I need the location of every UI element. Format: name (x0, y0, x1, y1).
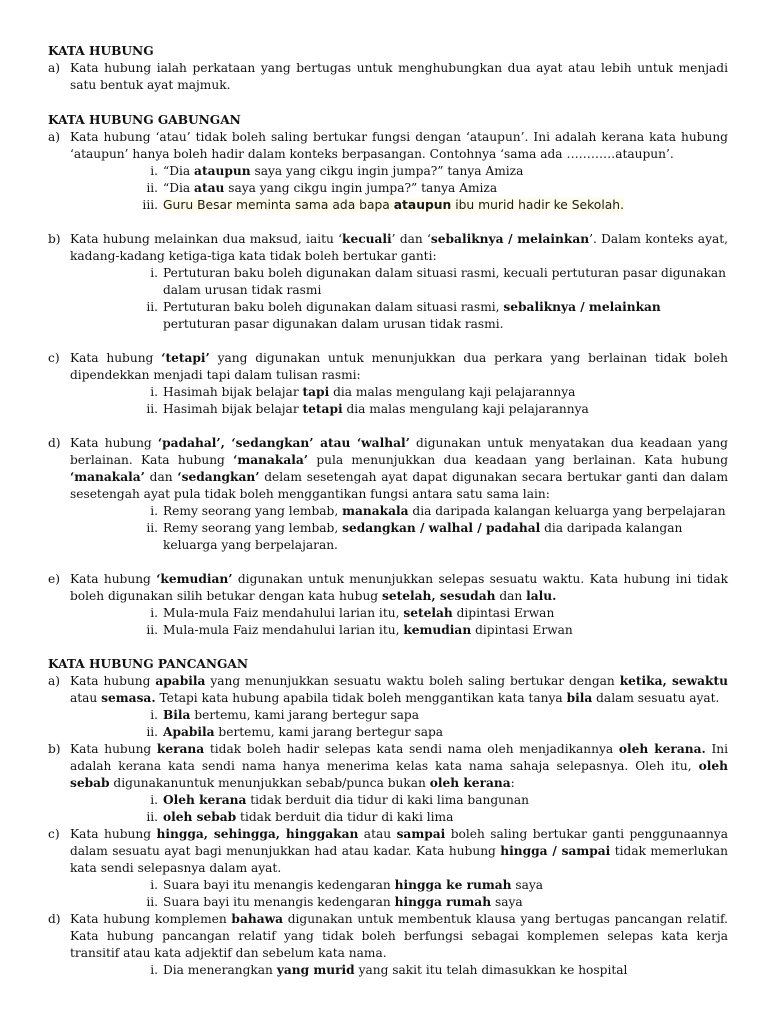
example-text: Pertuturan baku boleh digunakan dalam situasi rasmi, kecuali pertuturan pasar digunakan dalam urusan tidak rasmi (163, 266, 727, 297)
item-text: tidak memerlukan kata sendi selepasnya dalam ayat. (70, 844, 729, 875)
example-keyword: yang murid (276, 963, 355, 977)
item-keyword: sampai (396, 827, 446, 841)
example-item (48, 180, 728, 197)
item-keyword: ketika, sewaktu (619, 674, 728, 688)
example-number: i. (150, 164, 158, 178)
example-item (48, 622, 728, 639)
item-keyword: hingga / sampai (500, 844, 611, 858)
item-text: Kata hubung (70, 436, 158, 450)
example-keyword: Oleh kerana (163, 793, 247, 807)
item-text: dalam sesuatu ayat. (592, 691, 720, 705)
item-text: Tetapi kata hubung apabila tidak boleh menggantikan kata tanya (155, 691, 567, 705)
example-item (48, 299, 728, 333)
item-text: atau (70, 691, 102, 705)
example-text: Remy seorang yang lembab, (163, 504, 343, 518)
example-keyword: Bila (163, 708, 191, 722)
example-text: yang sakit itu telah dimasukkan ke hospital (354, 963, 628, 977)
list-item-padahal (48, 435, 728, 503)
example-number: i. (150, 504, 158, 518)
item-text: Kata hubung melainkan dua maksud, iaitu ‘ (70, 232, 343, 246)
section-heading-pancangan: KATA HUBUNG PANCANGAN (48, 657, 249, 671)
item-keyword: oleh sebab (70, 759, 728, 790)
item-text: yang digunakan untuk menunjukkan dua perkara yang berlainan tidak boleh dipendekkan menjadi tapi dalam tulisan rasmi: (70, 351, 728, 382)
example-keyword: tetapi (302, 402, 343, 416)
example-number: i. (150, 385, 158, 399)
item-text: boleh saling bertukar ganti penggunaannya dalam sesuatu ayat bagi menunjukkan had atau kadar. Kata hubung (70, 827, 728, 858)
example-item (48, 265, 728, 299)
example-number: i. (150, 708, 158, 722)
item-text: Kata hubung (70, 351, 162, 365)
example-keyword: sedangkan / walhal / padahal (342, 521, 541, 535)
item-text: pula menunjukkan dua keadaan yang berlainan. Kata hubung (308, 453, 728, 467)
example-number: ii. (146, 521, 158, 535)
example-text: bertemu, kami jarang bertegur sapa (214, 725, 444, 739)
example-text: Guru Besar meminta sama ada bapa (163, 198, 394, 212)
item-keyword: bila (566, 691, 593, 705)
item-keyword: sebaliknya / melainkan (430, 232, 590, 246)
item-text: Kata hubung komplemen (70, 912, 232, 926)
item-text: delam sesetengah ayat dapat digunakan secara bertukar ganti dan dalam sesetengah ayat pula tidak boleh menggantikan fungsi antara satu sama lain: (70, 470, 729, 501)
item-text: Kata hubung ialah perkataan yang bertugas untuk menghubungkan dua ayat atau lebih untuk menjadi satu bentuk ayat majmuk. (70, 61, 728, 92)
list-item-kerana (48, 741, 728, 792)
example-text: dia daripada kalangan keluarga yang berpelajaran. (163, 521, 683, 552)
item-text: Kata hubung (70, 572, 157, 586)
item-text: Kata hubung (70, 742, 157, 756)
example-item (48, 809, 728, 826)
item-marker: a) (48, 130, 61, 144)
list-item-melainkan (48, 231, 728, 265)
item-keyword: apabila (155, 674, 206, 688)
example-number: i. (150, 878, 158, 892)
example-text: Hasimah bijak belajar (163, 402, 303, 416)
example-item (48, 401, 728, 418)
example-text: dipintasi Erwan (471, 623, 573, 637)
item-text: Ini adalah kerana kata sendi nama hanya menerima kelas kata nama sahaja selepasnya. Oleh itu, (70, 742, 729, 773)
example-text: saya (491, 895, 523, 909)
example-item (48, 707, 728, 724)
item-keyword: semasa. (101, 691, 156, 705)
example-keyword: hingga ke rumah (394, 878, 512, 892)
item-marker: d) (48, 912, 61, 926)
item-text: digunakan untuk menunjukkan selepas sesuatu waktu. Kata hubung ini tidak boleh digunakan silih betukar dengan kata hubug (70, 572, 728, 603)
example-text: Pertuturan baku boleh digunakan dalam situasi rasmi, (163, 300, 504, 314)
example-text: ibu murid hadir ke Sekolah. (451, 198, 624, 212)
example-text: dia malas mengulang kaji pelajarannya (329, 385, 576, 399)
section-heading-kata-hubung: KATA HUBUNG (48, 44, 154, 58)
item-keyword: hingga, sehingga, hinggakan (156, 827, 359, 841)
highlighted-sentence (163, 198, 624, 212)
example-number: ii. (146, 810, 158, 824)
example-number: ii. (146, 623, 158, 637)
example-text: bertemu, kami jarang bertegur sapa (190, 708, 419, 722)
example-number: ii. (146, 181, 158, 195)
list-item-tetapi (48, 350, 728, 384)
example-number: ii. (146, 300, 158, 314)
list-item-hingga (48, 826, 728, 877)
list-item-kemudian (48, 571, 728, 605)
item-text: atau (358, 827, 397, 841)
example-keyword: setelah (403, 606, 453, 620)
example-text: Suara bayi itu menangis kedengaran (163, 895, 395, 909)
item-marker: b) (48, 742, 61, 756)
example-item (48, 520, 728, 554)
item-marker: a) (48, 674, 61, 688)
item-text: tidak boleh hadir selepas kata sendi nama oleh menjadikannya (204, 742, 619, 756)
example-number: i. (150, 793, 158, 807)
section-heading-gabungan: KATA HUBUNG GABUNGAN (48, 113, 241, 127)
example-keyword: oleh sebab (163, 810, 237, 824)
example-text: Dia menerangkan (163, 963, 277, 977)
example-text: saya (511, 878, 544, 892)
example-item (48, 384, 728, 401)
example-item (48, 894, 728, 911)
example-keyword: Apabila (163, 725, 215, 739)
example-item (48, 792, 728, 809)
item-marker: c) (48, 827, 60, 841)
item-keyword: ‘padahal’, ‘sedangkan’ atau ‘walhal’ (157, 436, 410, 450)
example-text: Suara bayi itu menangis kedengaran (163, 878, 395, 892)
example-item (48, 163, 728, 180)
example-keyword: manakala (342, 504, 409, 518)
example-text: “Dia (163, 181, 195, 195)
item-keyword: kecuali (342, 232, 392, 246)
item-keyword: oleh kerana. (618, 742, 706, 756)
item-keyword: lalu. (526, 589, 557, 603)
example-number: ii. (146, 895, 158, 909)
example-item (48, 877, 728, 894)
example-keyword: ataupun (393, 198, 452, 212)
example-number: i. (150, 606, 158, 620)
item-text: Kata hubung (70, 827, 157, 841)
item-text: Kata hubung ‘atau’ tidak boleh saling bertukar fungsi dengan ‘ataupun’. Ini adalah kerana kata hubung ‘ataupun’ hanya boleh hadir dalam konteks berpasangan. Contohnya ‘sama ada …………ataupun’. (70, 130, 728, 161)
item-text: ’. Dalam konteks ayat, kadang-kadang ketiga-tiga kata tidak boleh bertukar ganti: (70, 232, 728, 263)
item-text: digunakan untuk membentuk klausa yang bertugas pancangan relatif. Kata hubung pancangan relatif yang tidak boleh berfungsi sebagai komplemen selepas kata kerja transitif atau kata adjektif dan sebelum kata nama. (70, 912, 728, 960)
example-text: Hasimah bijak belajar (163, 385, 303, 399)
item-marker: a) (48, 61, 61, 75)
example-item (48, 503, 728, 520)
item-keyword: setelah, sesudah (381, 589, 496, 603)
example-item (48, 962, 728, 979)
item-text: dan (144, 470, 178, 484)
item-marker: d) (48, 436, 61, 450)
example-item (48, 724, 728, 741)
item-text: ’ dan ‘ (391, 232, 431, 246)
item-keyword: bahawa (231, 912, 283, 926)
list-item-atau (48, 129, 728, 163)
example-keyword: kemudian (403, 623, 472, 637)
example-number: ii. (146, 402, 158, 416)
item-marker: b) (48, 232, 61, 246)
example-text: dia malas mengulang kaji pelajarannya (342, 402, 589, 416)
example-text: tidak berduit dia tidur di kaki lima bangunan (246, 793, 529, 807)
list-item-apabila (48, 673, 728, 707)
example-text: dia daripada kalangan keluarga yang berpelajaran (408, 504, 726, 518)
example-text: “Dia (163, 164, 195, 178)
item-keyword: kerana (156, 742, 205, 756)
example-item (48, 605, 728, 622)
example-text: pertuturan pasar digunakan dalam urusan tidak rasmi. (163, 317, 504, 331)
example-text: saya yang cikgu ingin jumpa?” tanya Amiza (250, 164, 524, 178)
example-number: iii. (142, 198, 158, 212)
example-text: Remy seorang yang lembab, (163, 521, 343, 535)
example-number: ii. (146, 725, 158, 739)
example-text: Mula-mula Faiz mendahului larian itu, (163, 606, 404, 620)
example-text: tidak berduit dia tidur di kaki lima (236, 810, 454, 824)
item-keyword: ‘tetapi’ (161, 351, 210, 365)
item-text: : (510, 776, 515, 790)
item-text: dan (495, 589, 527, 603)
item-keyword: ‘manakala’ (233, 453, 309, 467)
example-keyword: sebaliknya / melainkan (503, 300, 661, 314)
item-text: digunakanuntuk menunjukkan sebab/punca bukan (109, 776, 430, 790)
item-keyword: ‘manakala’ (70, 470, 145, 484)
example-number: i. (150, 266, 158, 280)
item-keyword: ‘kemudian’ (156, 572, 233, 586)
example-keyword: hingga rumah (394, 895, 492, 909)
example-item-highlighted (48, 197, 728, 214)
item-text: digunakan untuk menyatakan dua keadaan yang berlainan. Kata hubung (70, 436, 728, 467)
item-keyword: ‘sedangkan’ (177, 470, 260, 484)
item-text: yang menunjukkan sesuatu waktu boleh saling bertukar dengan (205, 674, 620, 688)
example-text: dipintasi Erwan (452, 606, 555, 620)
example-number: i. (150, 963, 158, 977)
list-item-bahawa (48, 911, 728, 962)
example-keyword: ataupun (194, 164, 251, 178)
item-keyword: oleh kerana (429, 776, 511, 790)
item-text: Kata hubung (70, 674, 156, 688)
example-text: saya yang cikgu ingin jumpa?” tanya Amiza (224, 181, 498, 195)
example-keyword: atau (194, 181, 225, 195)
example-text: Mula-mula Faiz mendahului larian itu, (163, 623, 404, 637)
item-marker: c) (48, 351, 60, 365)
item-marker: e) (48, 572, 60, 586)
list-item-definition (48, 60, 728, 94)
example-keyword: tapi (302, 385, 330, 399)
